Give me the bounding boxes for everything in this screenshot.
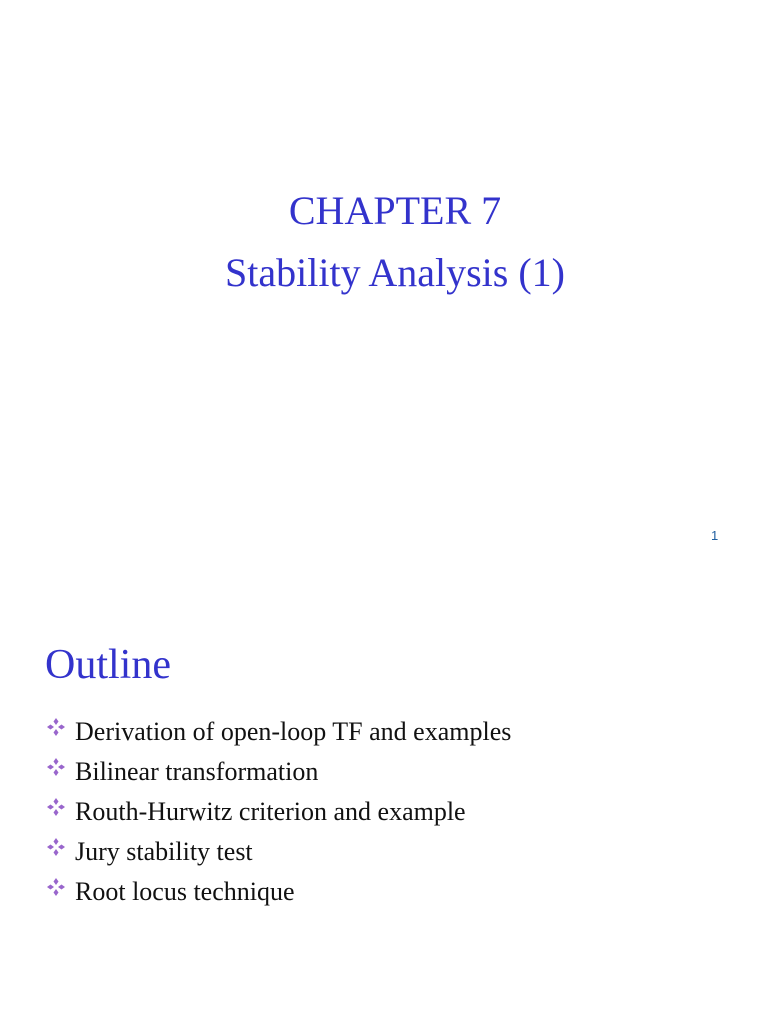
four-diamond-bullet-icon bbox=[46, 837, 66, 857]
list-item-text: Derivation of open-loop TF and examples bbox=[75, 717, 512, 746]
list-item-text: Jury stability test bbox=[75, 837, 253, 866]
title-block bbox=[0, 180, 768, 304]
chapter-subtitle: Stability Analysis (1) bbox=[225, 250, 565, 295]
four-diamond-bullet-icon bbox=[46, 797, 66, 817]
four-diamond-bullet-icon bbox=[46, 717, 66, 737]
list-item-text: Root locus technique bbox=[75, 877, 295, 906]
outline-list bbox=[46, 714, 511, 914]
chapter-title: CHAPTER 7 bbox=[288, 188, 502, 233]
list-item bbox=[46, 874, 511, 914]
slide-number: 1 bbox=[711, 528, 719, 543]
list-item-text: Bilinear transformation bbox=[75, 757, 319, 786]
four-diamond-bullet-icon bbox=[46, 757, 66, 777]
four-diamond-bullet-icon bbox=[46, 877, 66, 897]
list-item bbox=[46, 794, 511, 834]
outline-heading: Outline bbox=[45, 642, 171, 688]
list-item bbox=[46, 714, 511, 754]
list-item bbox=[46, 834, 511, 874]
list-item-text: Routh-Hurwitz criterion and example bbox=[75, 797, 466, 826]
list-item bbox=[46, 754, 511, 794]
